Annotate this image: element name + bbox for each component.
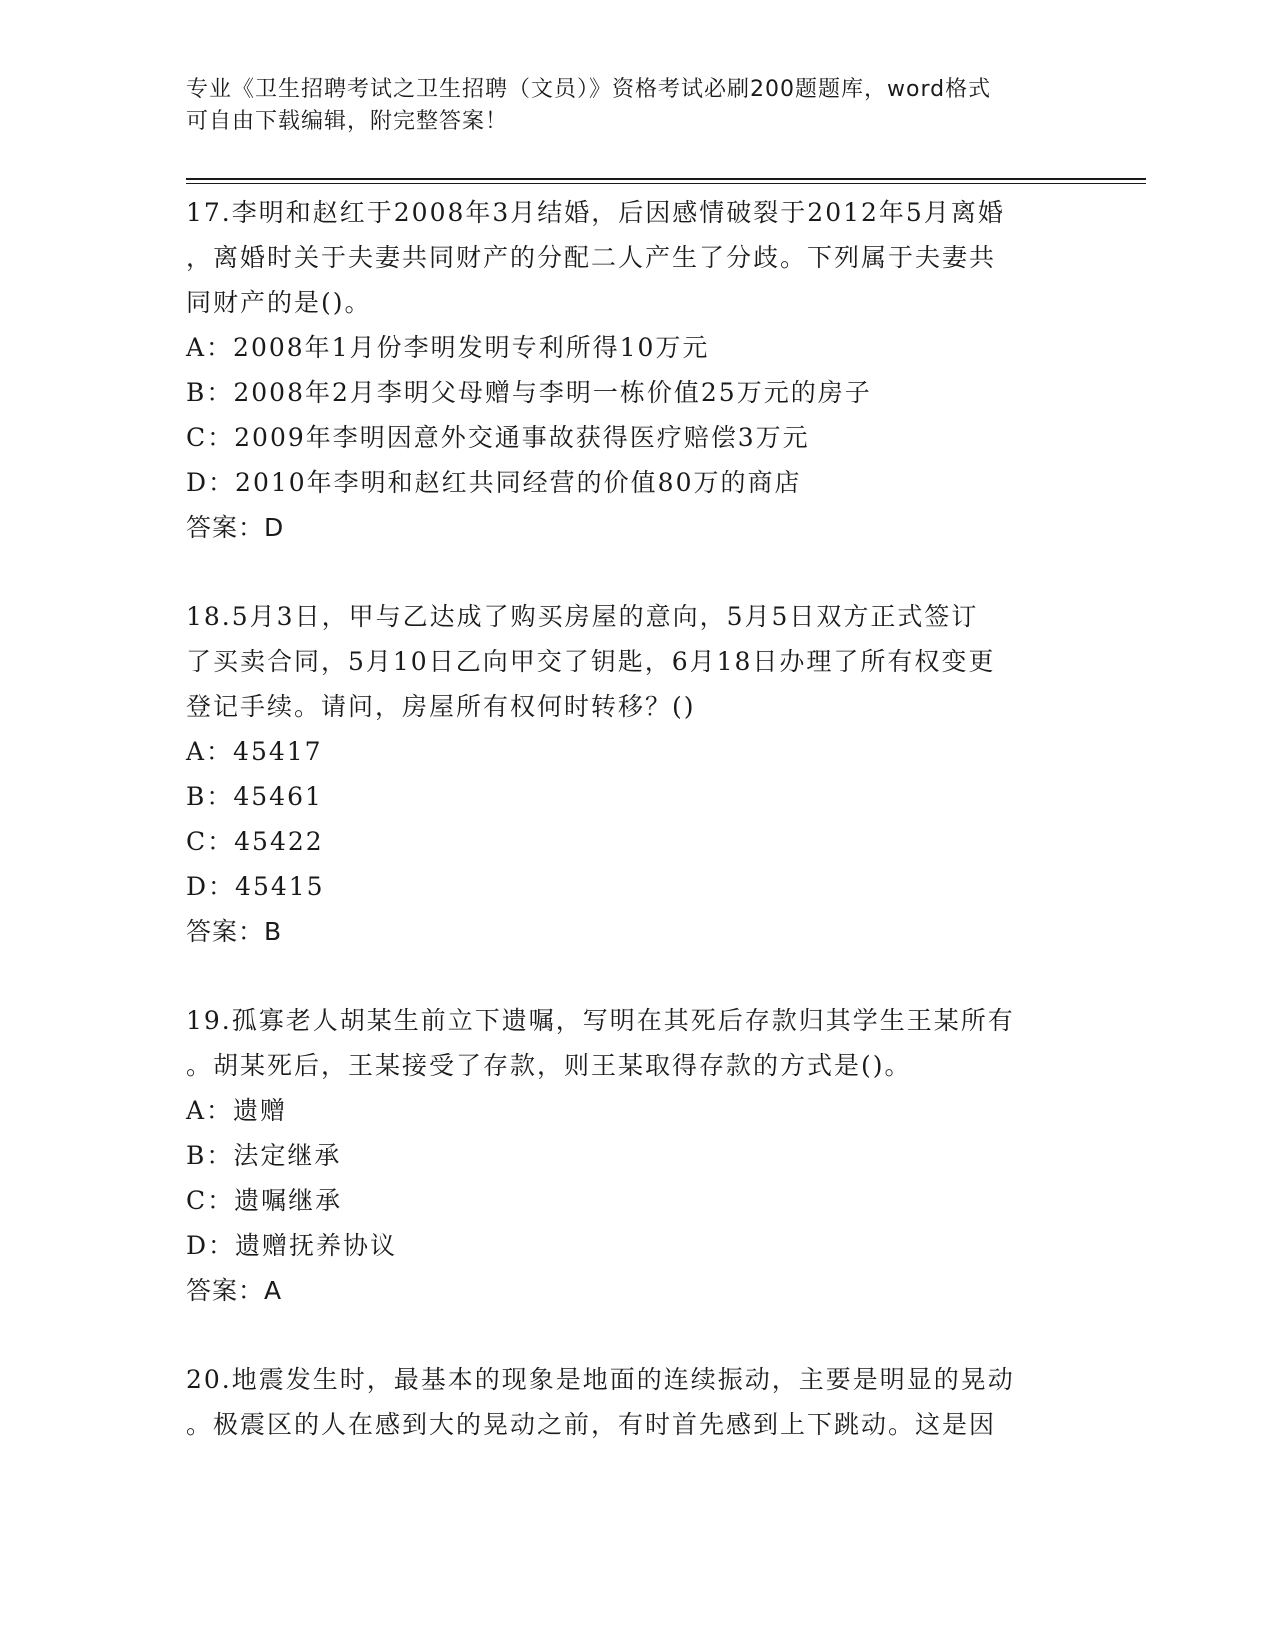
- header-divider-thick: [186, 178, 1146, 180]
- question-list: [186, 190, 1086, 1491]
- question-stem-line: 17.李明和赵红于2008年3月结婚，后因感情破裂于2012年5月离婚: [186, 198, 1005, 227]
- question-stem-line: 登记手续。请问，房屋所有权何时转移？(): [186, 692, 696, 721]
- option-d: D：45415: [186, 872, 325, 901]
- answer-line: 答案：D: [186, 513, 285, 542]
- option-b: B：2008年2月李明父母赠与李明一栋价值25万元的房子: [186, 378, 872, 407]
- question-stem-line: 。胡某死后，王某接受了存款，则王某取得存款的方式是()。: [186, 1051, 912, 1080]
- question-stem-line: 18.5月3日，甲与乙达成了购买房屋的意向，5月5日双方正式签订: [186, 602, 979, 631]
- option-a: A：45417: [186, 737, 323, 766]
- option-b: B：45461: [186, 782, 323, 811]
- header-divider-thin: [186, 183, 1146, 184]
- option-d: D：遗赠抚养协议: [186, 1231, 398, 1260]
- option-c: C：2009年李明因意外交通事故获得医疗赔偿3万元: [186, 423, 810, 452]
- option-c: C：遗嘱继承: [186, 1186, 343, 1215]
- question-stem-line: 同财产的是()。: [186, 288, 372, 317]
- option-d: D：2010年李明和赵红共同经营的价值80万的商店: [186, 468, 802, 497]
- header-line-2: 可自由下载编辑，附完整答案！: [186, 109, 509, 134]
- answer-line: 答案：B: [186, 917, 283, 946]
- question-stem-line: ，离婚时关于夫妻共同财产的分配二人产生了分歧。下列属于夫妻共: [186, 243, 997, 272]
- question-18: [186, 594, 1086, 954]
- question-stem-line: 。极震区的人在感到大的晃动之前，有时首先感到上下跳动。这是因: [186, 1410, 997, 1439]
- header-line-1: 专业《卫生招聘考试之卫生招聘（文员）》资格考试必刷200题题库，word格式: [186, 77, 992, 102]
- answer-line: 答案：A: [186, 1276, 283, 1305]
- question-stem-line: 了买卖合同，5月10日乙向甲交了钥匙，6月18日办理了所有权变更: [186, 647, 996, 676]
- question-20: [186, 1357, 1086, 1447]
- option-b: B：法定继承: [186, 1141, 342, 1170]
- question-stem-line: 19.孤寡老人胡某生前立下遗嘱，写明在其死后存款归其学生王某所有: [186, 1006, 1015, 1035]
- question-17: [186, 190, 1086, 550]
- question-stem-line: 20.地震发生时，最基本的现象是地面的连续振动，主要是明显的晃动: [186, 1365, 1015, 1394]
- option-a: A：遗赠: [186, 1096, 288, 1125]
- question-19: [186, 998, 1086, 1313]
- option-a: A：2008年1月份李明发明专利所得10万元: [186, 333, 710, 362]
- option-c: C：45422: [186, 827, 324, 856]
- document-header: [186, 74, 1066, 138]
